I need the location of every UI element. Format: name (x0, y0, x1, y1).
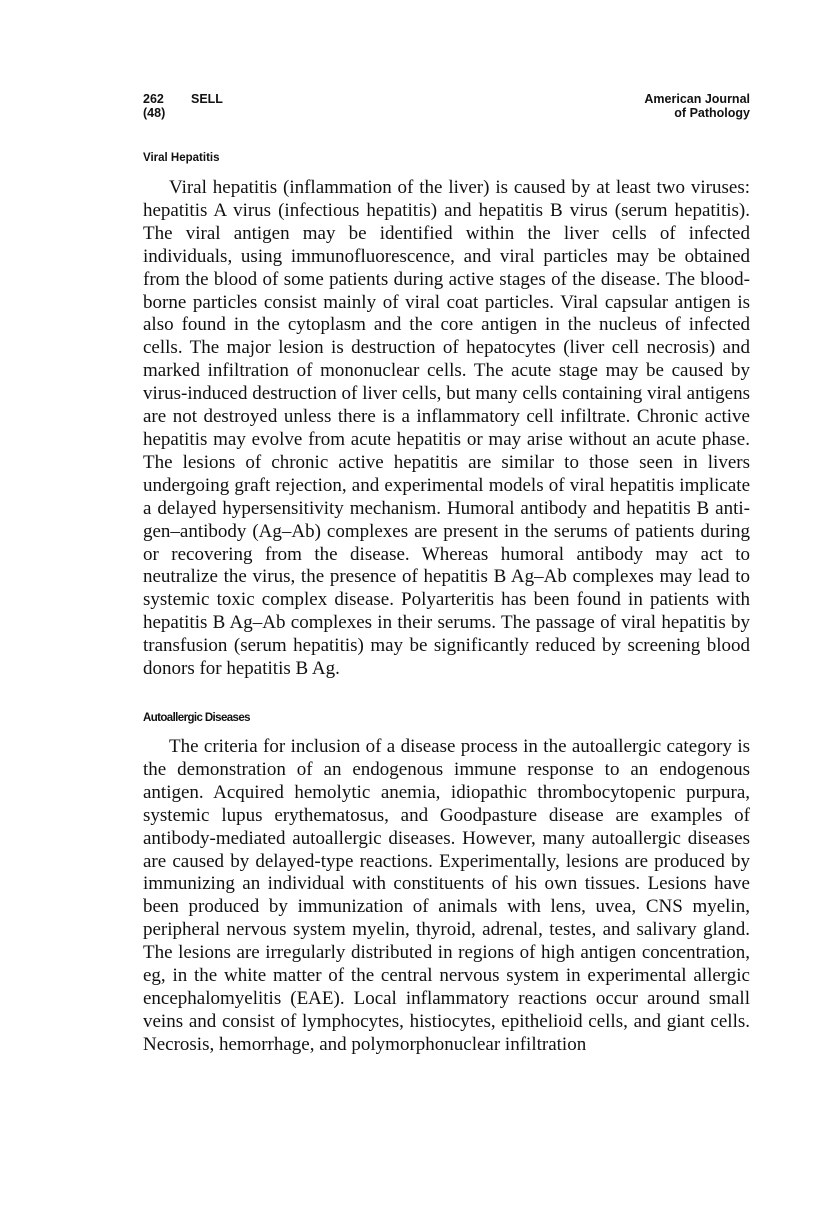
section-heading-viral-hepatitis: Viral Hepatitis (143, 152, 220, 164)
journal-name (644, 92, 750, 120)
journal-line-1: American Journal (644, 92, 750, 106)
journal-line-2: of Pathology (674, 106, 750, 120)
page-number: 262 (143, 92, 164, 106)
section-body-autoallergic-diseases: The criteria for inclusion of a disease process in the autoallergic category is the demonstration of an endogenous immune response to an endogenous antigen. Acquired hemolytic anemia, idiopathic thrombocytopenic purpura, systemic lupus erythematosus, and Goodpasture disease are examples of antibody-mediated autoallergic diseases. However, many autoallergic diseases are caused by delayed-type reactions. Experimentally, lesions are produced by immunizing an individual with constituents of his own tissues. Lesions have been produced by immunization of animals with lens, uvea, CNS myelin, peripheral nervous system myelin, thyroid, adrenal, testes, and salivary gland. The lesions are irregularly distributed in regions of high antigen concentration, eg, in the white matter of the central nervous system in experimental allergic encephalomyelitis (EAE). Local inflammatory reactions occur around small veins and consist of lymphocytes, histiocytes, epithelioid cells, and giant cells. Necrosis, hemorrhage, and polymorphonuclear infiltration (143, 736, 750, 1055)
section-body-viral-hepatitis: Viral hepatitis (inflammation of the liver) is caused by at least two viruses: hepatitis A virus (infectious hepatitis) and hepatitis B virus (serum hepatitis). The viral antigen may be identified within the liver cells of infected individuals, using immunofluorescence, and viral particles may be obtained from the blood of some patients during active stages of the disease. The blood-borne particles consist mainly of viral coat particles. Viral capsular antigen is also found in the cytoplasm and the core antigen in the nucleus of infected cells. The major lesion is destruction of hepatocytes (liver cell necrosis) and marked infiltration of mononuclear cells. The acute stage may be caused by virus-induced destruction of liver cells, but many cells containing viral antigens are not destroyed unless there is a inflammatory cell infiltrate. Chronic active hepatitis may evolve from acute hepatitis or may arise without an acute phase. The lesions of chronic active hepatitis are similar to those seen in livers undergoing graft rejection, and experimental models of viral hepatitis implicate a delayed hypersensitivity mechanism. Humoral antibody and hepatitis B antigen–antibody (Ag–Ab) complexes are present in the serums of patients during or recovering from the disease. Whereas humoral antibody may act to neutralize the virus, the presence of hepatitis B Ag–Ab complexes may lead to systemic toxic complex disease. Polyarteritis has been found in patients with hepatitis B Ag–Ab complexes in their serums. The passage of viral hepatitis by transfusion (serum hepatitis) may be significantly reduced by screening blood donors for hepatitis B Ag. (143, 177, 750, 680)
header-left (143, 92, 223, 120)
running-header (143, 92, 750, 132)
section-heading-autoallergic-diseases: Autoallergic Diseases (143, 712, 250, 724)
running-author: SELL (191, 92, 223, 106)
page-sub-number: (48) (143, 106, 166, 120)
